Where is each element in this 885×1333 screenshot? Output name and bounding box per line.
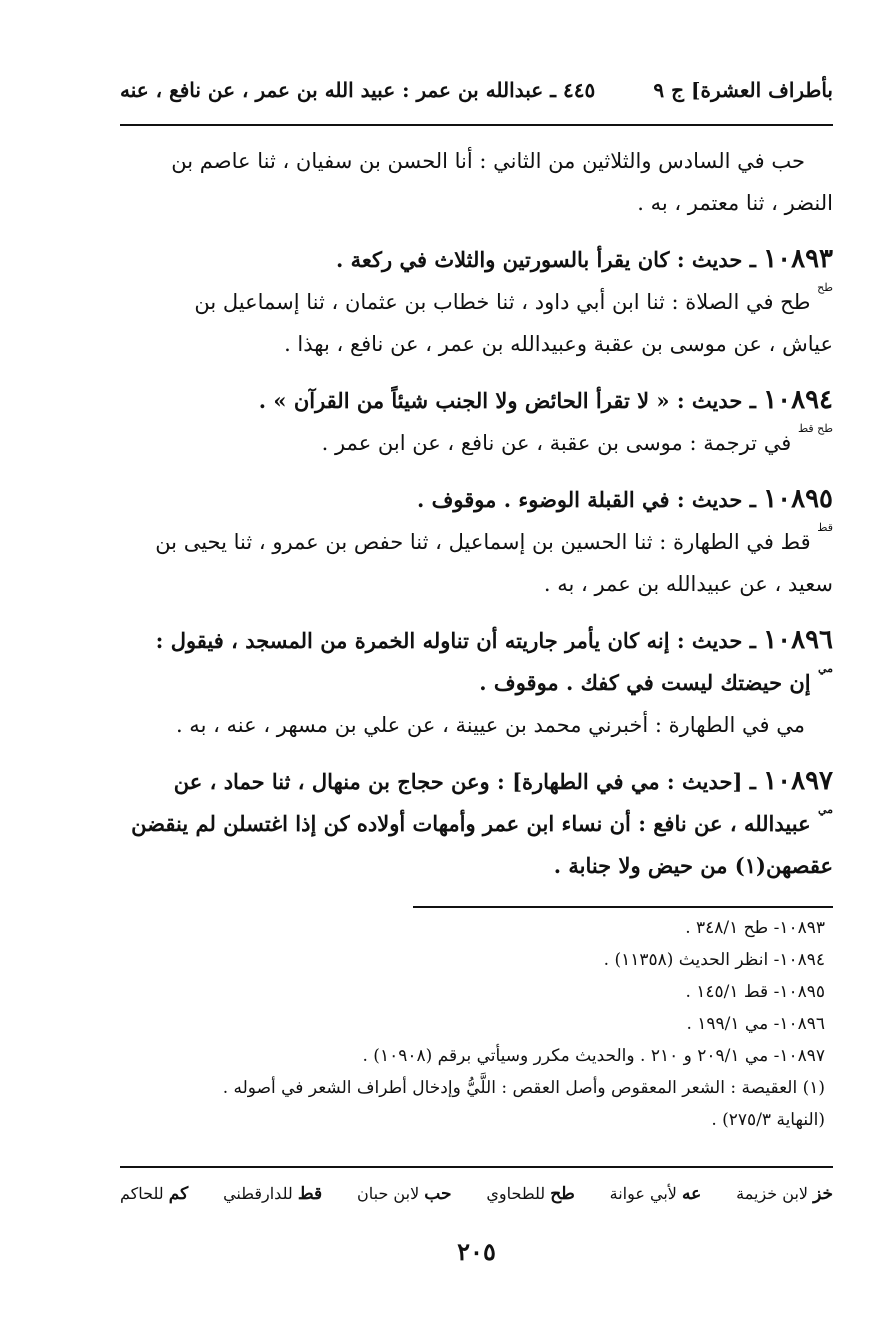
source-mark: طح [817, 281, 833, 294]
footnote: ١٠٨٩٥- قط ١٤٥/١ . [685, 982, 825, 1002]
abbreviation: قط للدارقطني [223, 1184, 323, 1204]
header-rule [120, 124, 833, 126]
footnote: ١٠٨٩٦- مي ١٩٩/١ . [686, 1014, 825, 1034]
source-mark: مي [817, 803, 833, 816]
hadith-number: ١٠٨٩٥ [763, 484, 833, 514]
footnote: (النهاية ٢٧٥/٣) . [711, 1110, 825, 1130]
source-mark: طح قط [797, 422, 833, 435]
hadith-number: ١٠٨٩٧ [763, 766, 833, 796]
footnotes [120, 912, 833, 1136]
hadith-title: ـ حديث : إنه كان يأمر جاريته أن تناوله الخمرة من المسجد ، فيقول : [155, 628, 756, 653]
text-line: قط قط في الطهارة : ثنا الحسين بن إسماعيل ، ثنا حفص بن عمرو ، ثنا يحيى بن [120, 521, 833, 563]
text-line: مي إن حيضتك ليست في كفك . موقوف . [120, 662, 833, 704]
abbreviation: طح للطحاوي [486, 1184, 575, 1204]
header-chapter: ٤٤٥ ـ عبدالله بن عمر : عبيد الله بن عمر ، عن نافع ، عنه [120, 78, 596, 102]
footnote: (١) العقيصة : الشعر المعقوص وأصل العقص : اللَّيُّ وإدخال أطراف الشعر في أصوله . [222, 1078, 825, 1098]
source-mark: قط [817, 521, 833, 534]
page-number: ٢٠٥ [457, 1237, 496, 1266]
hadith-title: ـ حديث : « لا تقرأ الحائض ولا الجنب شيئاً من القرآن » . [258, 388, 756, 413]
hadith-title: ـ حديث : كان يقرأ بالسورتين والثلاث في ركعة . [336, 247, 756, 272]
text-line: طح طح في الصلاة : ثنا ابن أبي داود ، ثنا خطاب بن عثمان ، ثنا إسماعيل بن [120, 281, 833, 323]
text-line: مي عبيدالله ، عن نافع : أن نساء ابن عمر وأمهات أولاده كن إذا اغتسلن لم ينقضن [120, 803, 833, 845]
book-page [120, 0, 833, 1333]
abbreviations-rule [120, 1166, 833, 1168]
text-line: عقصهن(١) من حيض ولا جنابة . [553, 853, 833, 878]
text-line: النضر ، ثنا معتمر ، به . [637, 191, 833, 215]
running-header [120, 78, 833, 118]
hadith-number: ١٠٨٩٤ [763, 385, 833, 415]
hadith-title: ـ حديث : في القبلة الوضوء . موقوف . [417, 487, 756, 512]
main-text [120, 140, 833, 887]
footnote: ١٠٨٩٧- مي ٢٠٩/١ و ٢١٠ . والحديث مكرر وسيأتي برقم (١٠٩٠٨) . [362, 1046, 825, 1066]
abbreviation: عه لأبي عوانة [609, 1184, 702, 1204]
text-line: حب في السادس والثلاثين من الثاني : أنا الحسن بن سفيان ، ثنا عاصم بن [171, 149, 805, 173]
hadith-title: ـ [حديث : مي في الطهارة] : وعن حجاج بن منهال ، ثنا حماد ، عن [173, 769, 756, 794]
hadith-number: ١٠٨٩٣ [763, 244, 833, 274]
header-volume: بأطراف العشرة] ج ٩ [653, 78, 833, 102]
abbreviation: حب لابن حبان [357, 1184, 452, 1204]
source-mark: مي [817, 662, 833, 675]
hadith-entry-title [120, 379, 833, 422]
abbreviation: كم للحاكم [120, 1184, 189, 1204]
footnote: ١٠٨٩٤- انظر الحديث (١١٣٥٨) . [603, 950, 825, 970]
hadith-number: ١٠٨٩٦ [763, 625, 833, 655]
text-line: عياش ، عن موسى بن عقبة وعبيدالله بن عمر ، عن نافع ، بهذا . [284, 332, 833, 356]
text-line: مي في الطهارة : أخبرني محمد بن عيينة ، عن علي بن مسهر ، عنه ، به . [175, 713, 805, 737]
hadith-entry-title [120, 238, 833, 281]
hadith-entry-title [120, 478, 833, 521]
abbreviations-key [120, 1184, 833, 1204]
hadith-entry-title [120, 619, 833, 662]
footnote: ١٠٨٩٣- طح ٣٤٨/١ . [685, 918, 825, 938]
text-line: سعيد ، عن عبيدالله بن عمر ، به . [543, 572, 833, 596]
footnote-rule [413, 906, 833, 908]
abbreviation: خز لابن خزيمة [736, 1184, 833, 1204]
text-line: طح قط في ترجمة : موسى بن عقبة ، عن نافع ، عن ابن عمر . [120, 422, 833, 464]
hadith-entry-title [120, 760, 833, 803]
